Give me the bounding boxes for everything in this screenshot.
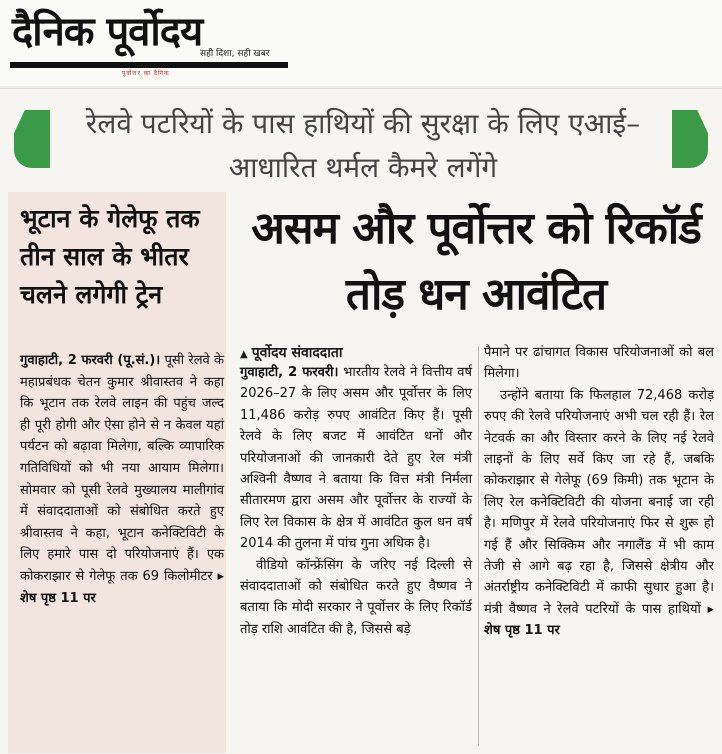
article-dateline: गुवाहाटी, 2 फरवरी। bbox=[240, 365, 339, 380]
article-text-3: पैमाने पर ढांचागत विकास परियोजनाओं को बल मिलेगा। bbox=[484, 345, 714, 382]
byline-triangle-icon: ▲ bbox=[240, 349, 248, 360]
sidebar-text: पूसी रेलवे के महाप्रबंधक चेतन कुमार श्रीवास्तव ने कहा कि भूटान तक रेलवे लाइन की पहुंच जल्द ही पूरी होगी और ऐसा होने से न केवल यहां पर्यटन को बढ़ावा मिलेगा, बल्कि व्यापारिक गतिविधियों को भी नया आयाम मिलेगा। सोमवार को पूसी रेलवे मुख्यालय मालीगांव में संवाददाताओं को संबोधित करते हुए श्रीवास्तव ने कहा, भूटान कनेक्टिविटी के लिए हमारे पास दो परियोजनाएं हैं। एक कोकराझार से गेलेफू तक 69 किलोमीटर bbox=[20, 353, 225, 584]
masthead-subline: पूर्वोत्तर का दैनिक bbox=[122, 70, 170, 77]
sidebar-body bbox=[20, 350, 224, 609]
masthead-rule bbox=[10, 62, 288, 68]
article-paragraph bbox=[484, 385, 714, 642]
quote-open-icon bbox=[14, 110, 50, 168]
sidebar-headline: भूटान के गेलेफू तक तीन साल के भीतर चलने लगेगी ट्रेन bbox=[20, 204, 200, 309]
newspaper-logo: दैनिक पूर्वोदय bbox=[12, 8, 203, 55]
masthead-tagline: सही दिशा, सही खबर bbox=[200, 49, 270, 59]
article-text-1: भारतीय रेलवे ने वित्तीय वर्ष 2026–27 के लिए असम और पूर्वोत्तर के लिए 11,486 करोड़ रुपए आवंटित किए हैं। पूसी रेलवे के लिए बजट में आवंटित धनों और परियोजनाओं की जानकारी देते हुए रेल मंत्री अश्विनी वैष्णव ने बताया कि वित्त मंत्री निर्मला सीतारमण द्वारा असम और पूर्वोत्तर के राज्यों के लिए रेल विकास के क्षेत्र में आवंटित कुल धन वर्ष 2014 की तुलना में पांच गुना अधिक है। bbox=[240, 365, 472, 552]
quote-close-icon bbox=[672, 110, 708, 168]
article-continued[interactable]: ▸ शेष पृष्ठ 11 पर bbox=[484, 601, 714, 639]
sidebar-story bbox=[8, 192, 226, 753]
article-column-2 bbox=[484, 342, 714, 642]
main-headline: असम और पूर्वोत्तर को रिकॉर्ड तोड़ धन आवंटित bbox=[251, 203, 701, 320]
sidebar-continued[interactable]: ▸ शेष पृष्ठ 11 पर bbox=[20, 568, 224, 606]
article-paragraph bbox=[484, 342, 714, 385]
article-text-2: वीडियो कॉन्फ्रेंसिंग के जरिए नई दिल्ली से संवाददाताओं को संबोधित करते हुए वैष्णव ने बताया कि मोदी सरकार ने पूर्वोत्तर के लिए रिकॉर्ड तोड़ राशि आवंटित की है, जिससे बड़े bbox=[240, 557, 472, 637]
sidebar-dateline: गुवाहाटी, 2 फरवरी (पू.सं.)। bbox=[20, 353, 161, 368]
article-column-1 bbox=[240, 362, 472, 640]
article-text-4: उन्होंने बताया कि फिलहाल 72,468 करोड़ रुपए की रेलवे परियोजनाएं अभी चल रही हैं। रेल नेटवर्क का और विस्तार करने के लिए नई रेलवे लाइनों के लिए सर्वे किए जा रहे हैं, जबकि कोकराझार से गेलेफू (69 किमी) तक भूटान के लिए रेल कनेक्टिविटी की योजना बनाई जा रही है। मणिपुर में रेलवे परियोजनाएं फिर से शुरू हो गई हैं और सिक्किम और नगालैंड में भी काम तेजी से आगे बढ़ रहा है, जिससे क्षेत्रीय और अंतर्राष्ट्रीय कनेक्टिविटी में काफी सुधार हुआ है। मंत्री वैष्णव ने रेलवे पटरियों के पास हाथियों bbox=[484, 387, 714, 617]
kicker-headline: रेलवे पटरियों के पास हाथियों की सुरक्षा के लिए एआई–आधारित थर्मल कैमरे लगेंगे bbox=[85, 107, 641, 184]
masthead bbox=[0, 0, 722, 86]
article-paragraph bbox=[240, 362, 472, 555]
byline-name: पूर्वोदय संवाददाता bbox=[251, 345, 343, 361]
article-paragraph bbox=[240, 555, 472, 641]
kicker-banner bbox=[8, 96, 714, 188]
column-divider bbox=[478, 346, 479, 746]
byline bbox=[240, 344, 480, 364]
